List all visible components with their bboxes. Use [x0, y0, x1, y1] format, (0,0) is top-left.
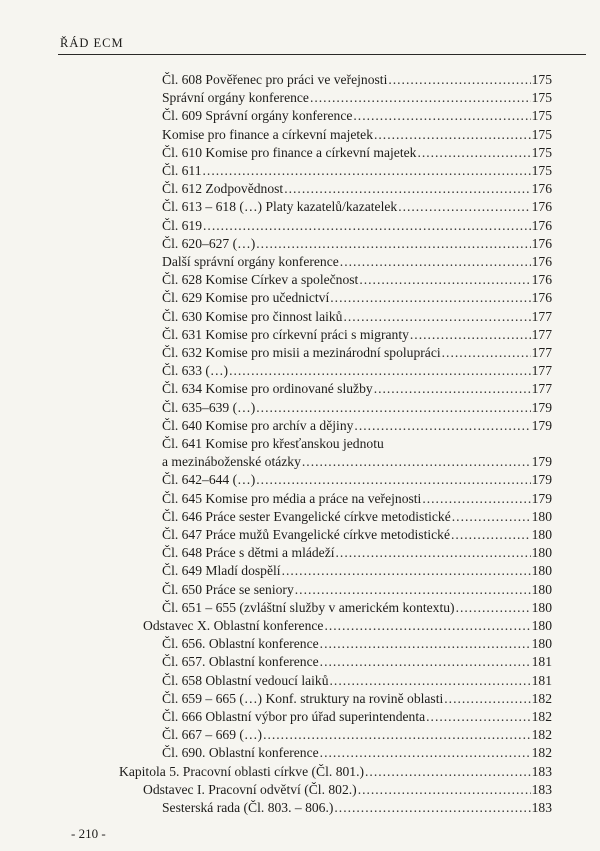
page-number: - 210 -	[71, 826, 106, 841]
toc-entry-page: 182	[531, 690, 552, 706]
toc-entry	[162, 217, 552, 235]
toc-entry-page: 180	[531, 527, 552, 542]
toc-entry	[162, 180, 552, 198]
toc-entry-title: Čl. 690. Oblastní konference	[162, 745, 319, 761]
toc-entry	[143, 617, 552, 635]
toc-dot-leader	[426, 708, 530, 726]
toc-dot-leader	[358, 781, 531, 799]
toc-entry-title: Čl. 628 Komise Církev a společnost	[162, 272, 359, 288]
toc-entry-page: 175	[531, 108, 552, 124]
toc-entry	[162, 435, 552, 453]
toc-entry	[162, 89, 552, 107]
toc-entry-title: Čl. 630 Komise pro činnost laiků	[162, 308, 343, 324]
toc-entry	[162, 453, 552, 471]
toc-entry	[162, 508, 552, 526]
toc-entry-title: Čl. 656. Oblastní konference	[162, 636, 319, 652]
toc-dot-leader	[422, 490, 530, 508]
toc-entry	[162, 562, 552, 580]
toc-entry-title: Čl. 634 Komise pro ordinované služby	[162, 381, 373, 397]
toc-dot-leader	[282, 562, 531, 580]
toc-entry-page: 175	[531, 90, 552, 106]
toc-entry	[162, 362, 552, 380]
toc-entry-page: 179	[531, 490, 552, 506]
toc-entry	[162, 653, 552, 671]
toc-dot-leader	[263, 726, 531, 744]
toc-entry-page: 176	[531, 254, 552, 269]
toc-entry-title: Komise pro finance a církevní majetek	[162, 126, 373, 142]
header-rule	[58, 54, 586, 55]
toc-entry-title: Čl. 650 Práce se seniory	[162, 581, 294, 597]
toc-entry-title: Čl. 658 Oblastní vedoucí laiků	[162, 672, 329, 688]
toc-entry-title: Čl. 647 Práce mužů Evangelické církve metodistické	[162, 527, 451, 542]
toc-entry	[162, 198, 552, 216]
toc-entry-title: Čl. 608 Pověřenec pro práci ve veřejnosti	[162, 72, 388, 87]
toc-entry	[162, 235, 552, 253]
toc-dot-leader	[343, 308, 530, 326]
toc-entry-title: Čl. 620–627 (…)	[162, 235, 256, 251]
toc-entry	[162, 799, 552, 817]
toc-entry-title: Čl. 629 Komise pro učednictví	[162, 290, 330, 306]
toc-dot-leader	[442, 344, 531, 362]
toc-entry	[162, 726, 552, 744]
toc-entry	[162, 599, 552, 617]
toc-entry-page: 176	[531, 181, 552, 197]
toc-dot-leader	[374, 380, 531, 398]
toc-entry-title: Další správní orgány konference	[162, 254, 339, 269]
toc-entry-page: 175	[531, 126, 552, 142]
toc-entry	[143, 781, 552, 799]
toc-entry-page: 177	[531, 326, 552, 342]
toc-entry-page: 180	[531, 618, 552, 633]
toc-entry	[162, 380, 552, 398]
toc-entry-page: 180	[531, 636, 552, 652]
toc-dot-leader	[340, 253, 531, 271]
toc-entry	[162, 490, 552, 508]
toc-entry	[162, 635, 552, 653]
toc-entry	[119, 763, 552, 781]
toc-dot-leader	[324, 617, 530, 635]
toc-entry	[162, 271, 552, 289]
toc-entry	[162, 744, 552, 762]
toc-entry-page: 176	[531, 272, 552, 288]
toc-entry	[162, 144, 552, 162]
toc-entry-title: Správní orgány konference	[162, 90, 309, 106]
toc-entry-page: 183	[531, 800, 552, 815]
toc-dot-leader	[320, 744, 531, 762]
toc-entry-page: 180	[531, 563, 552, 579]
toc-entry	[162, 526, 552, 544]
toc-entry-title: Čl. 648 Práce s dětmi a mládeží	[162, 545, 335, 561]
toc-entry-title: Čl. 632 Komise pro misii a mezinárodní spolupráci	[162, 345, 441, 360]
toc-entry-page: 175	[531, 163, 552, 178]
toc-entry-page: 182	[531, 745, 552, 761]
toc-entry-title: Čl. 612 Zodpovědnost	[162, 181, 284, 197]
toc-dot-leader	[256, 235, 530, 253]
toc-entry-title: Čl. 641 Komise pro křesťanskou jednotu	[162, 436, 384, 451]
toc-dot-leader	[456, 599, 531, 617]
toc-dot-leader	[398, 198, 530, 216]
toc-dot-leader	[353, 107, 530, 125]
toc-entry-title: Čl. 666 Oblastní výbor pro úřad superintendenta	[162, 709, 426, 724]
toc-entry-page: 182	[531, 709, 552, 724]
toc-dot-leader	[359, 271, 530, 289]
toc-entry	[162, 126, 552, 144]
toc-entry-title: Čl. 609 Správní orgány konference	[162, 108, 353, 124]
toc-entry-page: 175	[531, 144, 552, 160]
toc-entry-page: 181	[531, 672, 552, 688]
toc-entry-title: Sesterská rada (Čl. 803. – 806.)	[162, 800, 334, 815]
toc-entry	[162, 544, 552, 562]
toc-entry	[162, 581, 552, 599]
toc-entry	[162, 399, 552, 417]
toc-entry	[162, 162, 552, 180]
toc-dot-leader	[330, 672, 531, 690]
toc-entry-page: 177	[531, 363, 552, 379]
toc-entry-title: Kapitola 5. Pracovní oblasti církve (Čl. 801.)	[119, 763, 365, 779]
toc-entry-page: 180	[531, 508, 552, 524]
toc-entry-page: 179	[531, 399, 552, 415]
toc-dot-leader	[284, 180, 530, 198]
toc-entry-page: 176	[531, 217, 552, 233]
toc-dot-leader	[256, 471, 530, 489]
running-header: ŘÁD ECM	[60, 36, 124, 50]
toc-dot-leader	[410, 326, 531, 344]
toc-dot-leader	[388, 71, 530, 89]
toc-entry	[162, 344, 552, 362]
toc-entry-page: 177	[531, 308, 552, 324]
toc-entry-title: Čl. 659 – 665 (…) Konf. struktury na rovině oblasti	[162, 690, 444, 706]
toc-entry-page: 180	[531, 545, 552, 561]
toc-entry-title: Čl. 642–644 (…)	[162, 472, 256, 488]
toc-entry-page: 180	[531, 599, 552, 615]
toc-entry	[162, 71, 552, 89]
toc-entry-page: 177	[531, 381, 552, 397]
toc-entry-title: Čl. 611	[162, 163, 202, 178]
toc-dot-leader	[320, 653, 531, 671]
toc-dot-leader	[365, 763, 531, 781]
toc-entry-title: Čl. 667 – 669 (…)	[162, 727, 263, 743]
toc-dot-leader	[354, 417, 530, 435]
toc-entry-title: Čl. 613 – 618 (…) Platy kazatelů/kazatelek	[162, 199, 398, 215]
toc-dot-leader	[229, 362, 531, 380]
toc-dot-leader	[256, 399, 530, 417]
toc-entry-title: Čl. 619	[162, 217, 203, 233]
toc-entry-page: 176	[531, 235, 552, 251]
toc-entry-title: Čl. 645 Komise pro média a práce na veřejnosti	[162, 490, 422, 506]
toc-entry	[162, 253, 552, 271]
toc-entry-page: 175	[531, 72, 552, 87]
toc-entry-page: 179	[531, 454, 552, 470]
toc-dot-leader	[452, 508, 531, 526]
toc-entry	[162, 107, 552, 125]
toc-entry-title: Čl. 657. Oblastní konference	[162, 654, 319, 670]
toc-dot-leader	[320, 635, 531, 653]
toc-dot-leader	[310, 89, 531, 107]
toc-entry-title: Odstavec X. Oblastní konference	[143, 618, 324, 633]
toc-entry-page: 181	[531, 654, 552, 670]
toc-entry-page: 179	[531, 472, 552, 488]
toc-entry-title: Čl. 631 Komise pro církevní práci s migranty	[162, 326, 409, 342]
toc-entry	[162, 417, 552, 435]
toc-entry-title: Čl. 640 Komise pro archív a dějiny	[162, 417, 354, 433]
toc-entry-page: 183	[531, 763, 552, 779]
toc-dot-leader	[203, 162, 531, 180]
toc-entry-page: 176	[531, 290, 552, 306]
toc-entry-page: 180	[531, 581, 552, 597]
toc-dot-leader	[374, 126, 531, 144]
toc-entry-page: 176	[531, 199, 552, 215]
toc-entry-title: Čl. 646 Práce sester Evangelické církve metodistické	[162, 508, 451, 524]
toc-entry-page: 177	[531, 345, 552, 360]
toc-entry-title: Čl. 633 (…)	[162, 363, 229, 379]
toc-entry-title: Odstavec I. Pracovní odvětví (Čl. 802.)	[143, 781, 357, 797]
toc-entry-page: 179	[531, 417, 552, 433]
toc-dot-leader	[203, 217, 531, 235]
toc-entry-title: Čl. 651 – 655 (zvláštní služby v americkém kontextu)	[162, 599, 455, 615]
toc-entry-title: a mezináboženské otázky	[162, 454, 301, 470]
toc-entry	[162, 708, 552, 726]
toc-entry-title: Čl. 635–639 (…)	[162, 399, 256, 415]
toc-dot-leader	[330, 289, 530, 307]
toc-entry	[162, 308, 552, 326]
toc-dot-leader	[336, 544, 531, 562]
toc-entry-title: Čl. 610 Komise pro finance a církevní majetek	[162, 144, 417, 160]
toc-entry	[162, 326, 552, 344]
toc-dot-leader	[334, 799, 530, 817]
toc-dot-leader	[302, 453, 531, 471]
toc-dot-leader	[295, 581, 531, 599]
toc-dot-leader	[444, 690, 530, 708]
toc-entry-page: 183	[531, 781, 552, 797]
toc-entry	[162, 690, 552, 708]
toc-dot-leader	[417, 144, 530, 162]
toc-entry-page: 182	[531, 727, 552, 743]
toc-entry	[162, 471, 552, 489]
toc-entry	[162, 672, 552, 690]
toc-entry-title: Čl. 649 Mladí dospělí	[162, 563, 281, 579]
toc-entry	[162, 289, 552, 307]
toc-dot-leader	[451, 526, 531, 544]
